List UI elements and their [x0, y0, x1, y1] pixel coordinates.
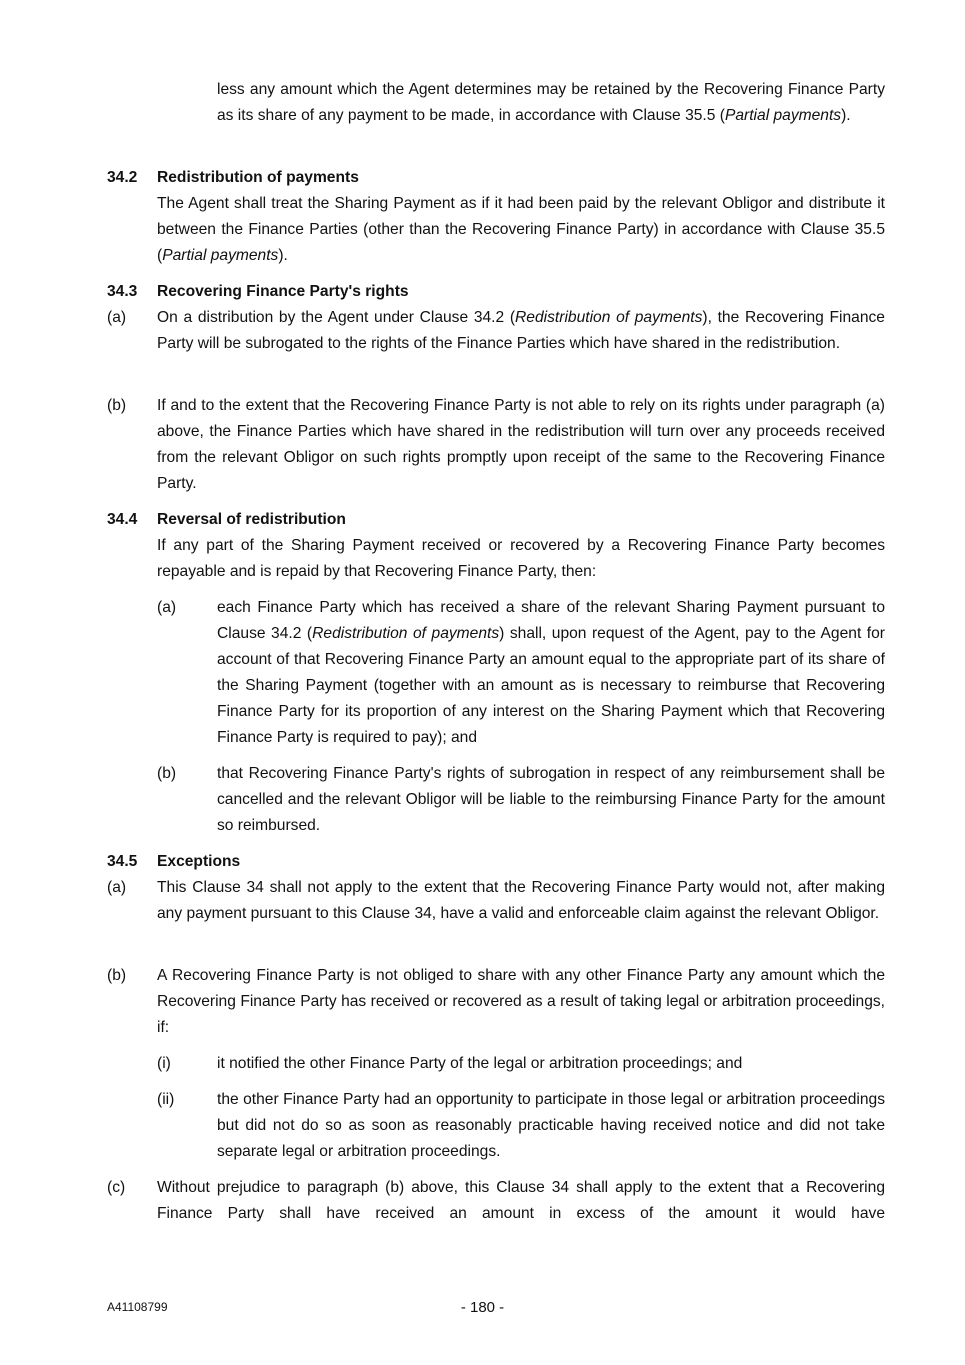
subparagraph-text: it notified the other Finance Party of the legal or arbitration proceedings; and	[217, 1055, 743, 1072]
section-paragraph: The Agent shall treat the Sharing Payment as if it had been paid by the relevant Obligor and distribute it between the Finance Parties (other than the Recovering Finance Party) in accordance with Clause 35.5 (Partial payments).	[157, 195, 885, 264]
section-number: 34.2	[107, 169, 138, 186]
section-paragraph: If any part of the Sharing Payment received or recovered by a Recovering Finance Party becomes repayable and is repaid by that Recovering Finance Party, then:	[157, 537, 885, 580]
intro-paragraph: less any amount which the Agent determines may be retained by the Recovering Finance Party as its share of any payment to be made, in accordance with Clause 35.5 (Partial payments).	[217, 81, 885, 124]
subparagraph-text: each Finance Party which has received a share of the relevant Sharing Payment pursuant to Clause 34.2 (Redistribution of payments) shall, upon request of the Agent, pay to the Agent for account of that Recovering Finance Party an amount equal to the appropriate part of its share of the Sharing Payment (together with an amount as is necessary to reimburse that Recovering Finance Party for its proportion of any interest on the Sharing Payment which that Recovering Finance Party is required to pay); and	[217, 599, 885, 746]
section-number: 34.4	[107, 511, 138, 528]
paragraph-text: A Recovering Finance Party is not obliged to share with any other Finance Party any amount which the Recovering Finance Party has received or recovered as a result of taking legal or arbitration proceedings, if:	[157, 967, 885, 1036]
paragraph-label: (b)	[107, 397, 127, 414]
subparagraph-label: (a)	[157, 599, 177, 616]
subparagraph-label: (i)	[157, 1055, 171, 1072]
subparagraph-label: (ii)	[157, 1091, 175, 1108]
section-heading: Redistribution of payments	[157, 169, 359, 186]
subparagraph-text: that Recovering Finance Party's rights of subrogation in respect of any reimbursement shall be cancelled and the relevant Obligor will be liable to the reimbursing Finance Party for the amount so reimbursed.	[217, 765, 885, 834]
paragraph-label: (b)	[107, 967, 127, 984]
section-number: 34.5	[107, 853, 138, 870]
paragraph-label: (a)	[107, 879, 127, 896]
subparagraph-label: (b)	[157, 765, 177, 782]
section-number: 34.3	[107, 283, 138, 300]
section-heading: Recovering Finance Party's rights	[157, 283, 409, 300]
section-heading: Reversal of redistribution	[157, 511, 346, 528]
paragraph-label: (a)	[107, 309, 127, 326]
paragraph-text: If and to the extent that the Recovering Finance Party is not able to rely on its rights under paragraph (a) above, the Finance Parties which have shared in the redistribution will turn over any proceeds received from the relevant Obligor on such rights promptly upon receipt of the same to the Recovering Finance Party.	[157, 397, 885, 492]
page-number: - 180 -	[460, 1299, 505, 1316]
paragraph-text: Without prejudice to paragraph (b) above, this Clause 34 shall apply to the extent that a Recovering Finance Party shall have received an amount in excess of the amount it would have	[157, 1179, 885, 1222]
paragraph-text: On a distribution by the Agent under Clause 34.2 (Redistribution of payments), the Recovering Finance Party will be subrogated to the rights of the Finance Parties which have shared in the redistribution.	[157, 309, 885, 352]
subparagraph-text: the other Finance Party had an opportunity to participate in those legal or arbitration proceedings but did not do so as soon as reasonably practicable having received notice and did not take separate legal or arbitration proceedings.	[217, 1091, 885, 1160]
paragraph-text: This Clause 34 shall not apply to the extent that the Recovering Finance Party would not, after making any payment pursuant to this Clause 34, have a valid and enforceable claim against the relevant Obligor.	[157, 879, 885, 922]
document-id: A41108799	[107, 1300, 168, 1314]
section-heading: Exceptions	[157, 853, 241, 870]
paragraph-label: (c)	[107, 1179, 126, 1196]
